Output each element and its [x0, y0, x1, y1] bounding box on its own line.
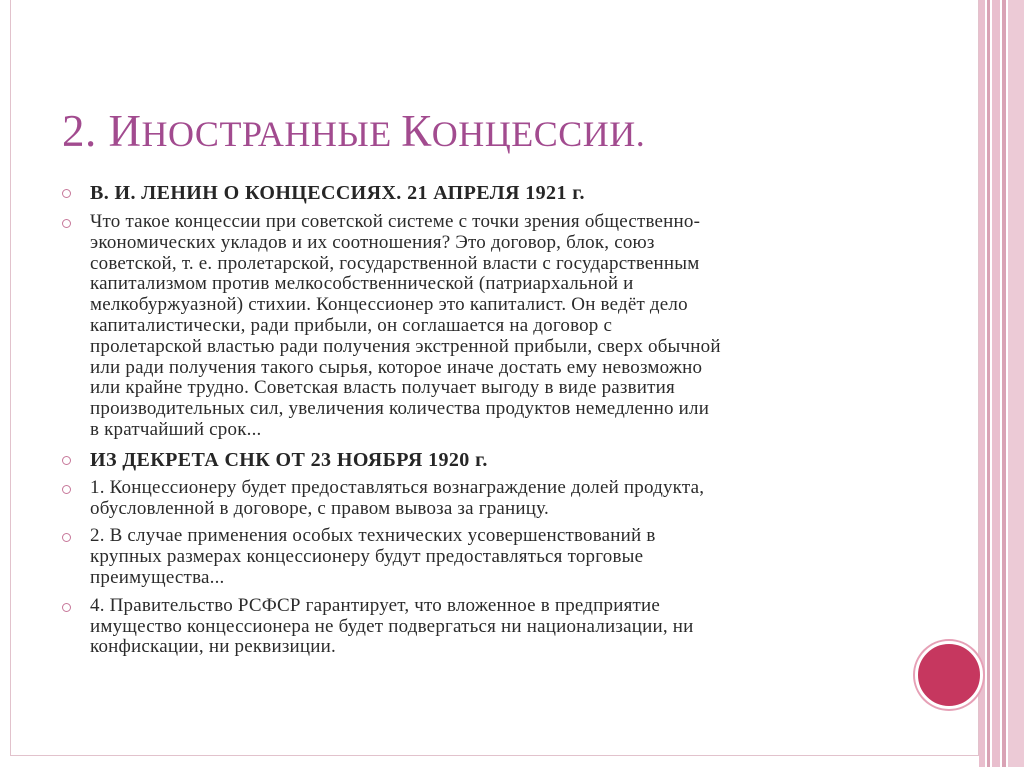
bullet-paragraph: [60, 212, 880, 441]
text-line: крупных размерах концессионеру будут предоставляться торговые: [90, 546, 644, 568]
text-line: экономических укладов и их соотношения? Это договор, блок, союз: [90, 231, 655, 253]
text-line: 2. В случае применения особых технических усовершенствований в: [90, 525, 656, 547]
text-line: производительных сил, увеличения количества продуктов немедленно или: [90, 398, 710, 420]
text-line: обусловленной в договоре, с правом вывоза за границу.: [90, 497, 549, 519]
text-line: мелкобуржуазной) стихии. Концессионер это капиталист. Он ведёт дело: [90, 294, 688, 316]
bullet-paragraph: [60, 526, 880, 588]
decorative-stripe: [1002, 0, 1006, 767]
text-line: 4. Правительство РСФСР гарантирует, что вложенное в предприятие: [90, 594, 661, 616]
text-line: ИЗ ДЕКРЕТА СНК ОТ 23 НОЯБРЯ 1920 г.: [90, 448, 488, 471]
text-line: преимущества...: [90, 566, 225, 588]
text-line: в кратчайший срок...: [90, 418, 262, 440]
bullet-paragraph: [60, 596, 880, 658]
bullet-marker-icon: [62, 219, 71, 228]
bullet-marker-icon: [62, 456, 71, 465]
bullet-text: [90, 478, 880, 520]
slide-title: 2. ИНОСТРАННЫЕ КОНЦЕССИИ.: [62, 106, 646, 156]
section-heading: [60, 182, 880, 205]
decorative-stripe: [979, 0, 985, 767]
decorative-stripe: [987, 0, 990, 767]
text-line: или крайне трудно. Советская власть получает выгоду в виде развития: [90, 377, 675, 399]
text-line: пролетарской властью ради получения экстренной прибыли, сверх обычной: [90, 335, 721, 357]
bullet-text: [90, 212, 880, 441]
text-line: имущество концессионера не будет подвергаться ни национализации, ни: [90, 615, 694, 637]
text-line: советской, т. е. пролетарской, государственной власти с государственным: [90, 252, 700, 274]
text-line: капитализмом против мелкособственнической (патриархальной и: [90, 273, 634, 295]
decorative-stripe: [992, 0, 1000, 767]
bullet-paragraph: [60, 478, 880, 520]
text-line: В. И. ЛЕНИН О КОНЦЕССИЯХ. 21 АПРЕЛЯ 1921 г.: [90, 182, 585, 204]
bullet-text: [90, 596, 880, 658]
decorative-stripe: [1008, 0, 1024, 767]
bullet-text: [90, 449, 880, 472]
bullet-marker-icon: [62, 533, 71, 542]
bullet-marker-icon: [62, 603, 71, 612]
section-heading: [60, 449, 880, 472]
bullet-marker-icon: [62, 189, 71, 198]
text-line: конфискации, ни реквизиции.: [90, 636, 336, 658]
decorative-circle: [915, 641, 983, 709]
bullet-text: [90, 182, 880, 205]
bullet-marker-icon: [62, 485, 71, 494]
bullet-text: [90, 526, 880, 588]
bullet-list: [60, 182, 880, 658]
text-line: капиталистически, ради прибыли, он соглашается на договор с: [90, 314, 613, 336]
text-line: Что такое концессии при советской системе с точки зрения общественно-: [90, 211, 701, 232]
text-line: или ради получения такого сырья, которое иначе достать ему невозможно: [90, 356, 703, 378]
text-line: 1. Концессионеру будет предоставляться вознаграждение долей продукта,: [90, 476, 705, 498]
